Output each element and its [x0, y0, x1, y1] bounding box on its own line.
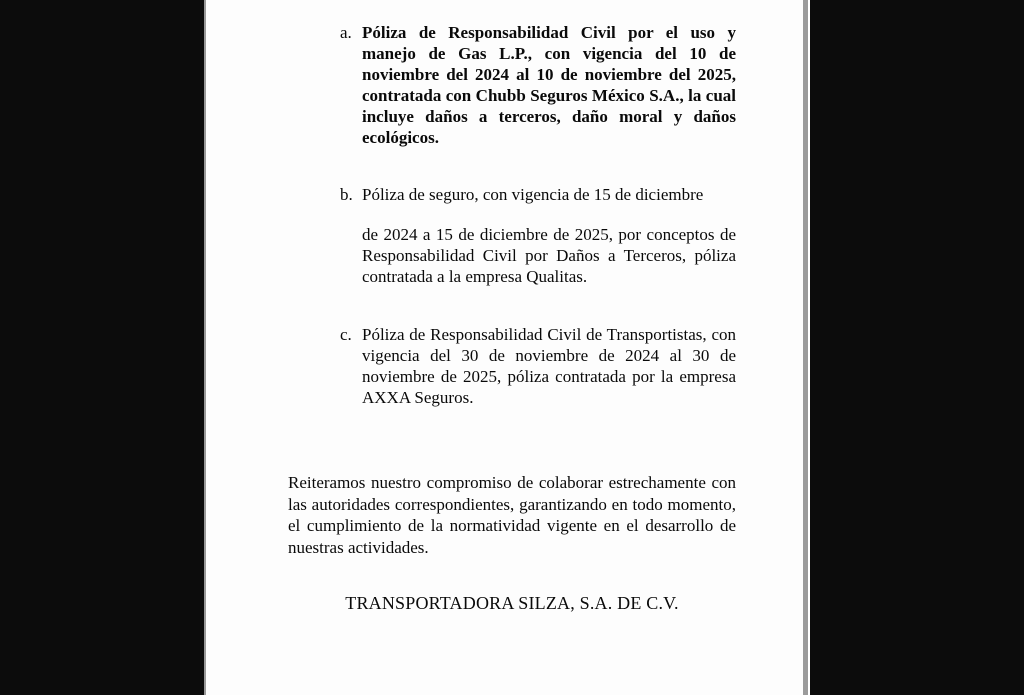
list-item-text: Póliza de Responsabilidad Civil por el uso y manejo de Gas L.P., con vigencia del 10 de noviembre del 2024 al 10 de noviembre del 2025, contratada con Chubb Seguros México S.A., la cual incluye daños a terceros, daño moral y daños ecológicos. [362, 23, 736, 147]
list-item-marker: b. [340, 185, 353, 204]
page-content [206, 0, 803, 695]
list-item [340, 22, 736, 148]
list-item-marker: c. [340, 325, 352, 344]
company-signature: TRANSPORTADORA SILZA, S.A. DE C.V. [345, 593, 679, 613]
letterbox-right [810, 0, 1024, 695]
list-item [340, 324, 736, 408]
list-item-text: de 2024 a 15 de diciembre de 2025, por conceptos de Responsabilidad Civil por Daños a Terceros, póliza contratada a la empresa Qualitas. [362, 225, 736, 286]
list-item-text-lead: Póliza de seguro, con vigencia de 15 de diciembre [362, 185, 704, 204]
list-item-text: Póliza de Responsabilidad Civil de Transportistas, con vigencia del 30 de noviembre de 2024 al 30 de noviembre de 2025, póliza contratada por la empresa AXXA Seguros. [362, 325, 736, 407]
closing-paragraph: Reiteramos nuestro compromiso de colaborar estrechamente con las autoridades correspondientes, garantizando en todo momento, el cumplimiento de la normatividad vigente en el desarrollo de nuestras actividades. [288, 473, 736, 557]
letterbox-left [0, 0, 204, 695]
list-item-marker: a. [340, 23, 352, 42]
document-page [206, 0, 803, 695]
list-item [340, 184, 736, 287]
scrollbar-gutter [808, 0, 810, 695]
